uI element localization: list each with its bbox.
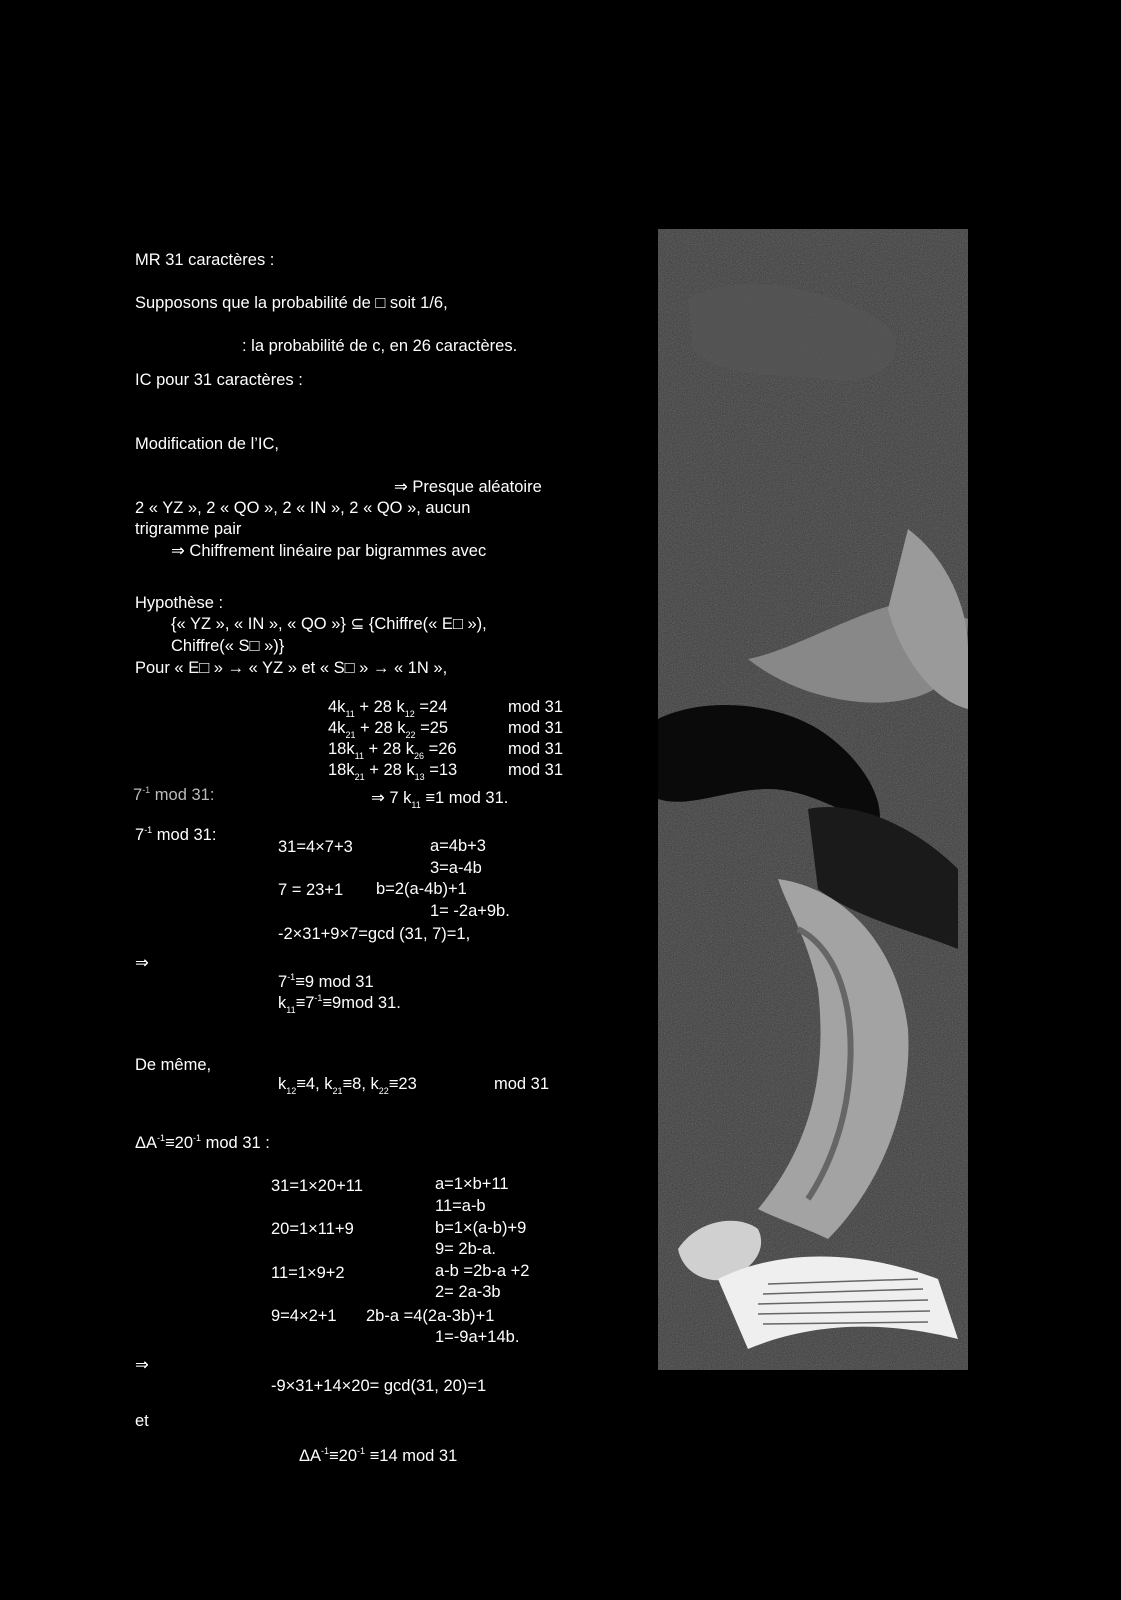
euclid20-r4: 9= 2b-a.	[435, 1240, 497, 1258]
delta-final: $\Delta A^{-1}\equiv 20^{-1} \equiv 14$ mod 31	[299, 1446, 458, 1465]
euclid20-r1: a=1×b+11	[435, 1175, 509, 1193]
seven-k11-result: ⇒ 7 $k_{11} \equiv 1$ mod 31.	[371, 789, 509, 810]
seven-inverse-result: $7^{-1}\equiv 9$ mod 31	[278, 972, 374, 991]
proba-c-line: : la probabilité de c, en 26 caractères.	[242, 337, 518, 355]
hypothese-line: Hypothèse :	[135, 594, 224, 612]
equation-4-mod: mod 31	[508, 761, 564, 779]
equation-3-mod: mod 31	[508, 740, 564, 758]
equation-3: $18k_{11} + 28$ $k_{26} =26$	[328, 740, 457, 761]
euclid7-l3: 7 = 23+1	[278, 881, 344, 899]
euclid20-l3: 20=1×11+9	[271, 1220, 354, 1238]
euclid20-l9: -9×31+14×20= gcd(31, 20)=1	[271, 1377, 487, 1395]
euclid20-r2: 11=a-b	[435, 1197, 486, 1215]
euclid20-l1: 31=1×20+11	[271, 1177, 363, 1195]
euclid20-r7: 2b-a =4(2a-3b)+1	[366, 1307, 495, 1325]
supposons-line: Supposons que la probabilité de □ soit 1/6,	[135, 294, 448, 312]
seven-inverse-label-faded: $7^{-1}$ mod 31:	[133, 785, 215, 804]
keys-mod: mod 31	[494, 1075, 550, 1093]
modif-ic-line: Modification de l’IC,	[135, 435, 279, 453]
chiffre-s-line: Chiffre(« S□ »)}	[171, 637, 285, 655]
euclid7-r1: a=4b+3	[430, 837, 486, 855]
equation-1: $4k_{11} + 28$ $k_{12} =24$	[328, 698, 448, 719]
bigrams-line: 2 « YZ », 2 « QO », 2 « IN », 2 « QO », aucun	[135, 499, 471, 517]
de-meme-line: De même,	[135, 1056, 212, 1074]
set-line: {« YZ », « IN », « QO »} ⊆ {Chiffre(« E□ »),	[171, 615, 487, 633]
implies-arrow-2: ⇒	[135, 1356, 149, 1374]
euclid7-l5: -2×31+9×7=gcd (31, 7)=1,	[278, 925, 471, 943]
equation-2: $4k_{21} + 28$ $k_{22} =25$	[328, 719, 449, 740]
euclid20-r5: a-b =2b-a +2	[435, 1262, 530, 1280]
euclid20-l7: 9=4×2+1	[271, 1307, 337, 1325]
euclid20-r8: 1=-9a+14b.	[435, 1328, 520, 1346]
implies-arrow-1: ⇒	[135, 954, 149, 972]
euclid7-l1: 31=4×7+3	[278, 838, 353, 856]
pour-line: Pour « E□ » → « YZ » et « S□ » → « 1N »,	[135, 659, 448, 677]
seven-inverse-label: $7^{-1}$ mod 31:	[135, 825, 217, 844]
equation-2-mod: mod 31	[508, 719, 564, 737]
euclid20-r3: b=1×(a-b)+9	[435, 1219, 527, 1237]
euclid7-r2: 3=a-4b	[430, 859, 482, 877]
equation-1-mod: mod 31	[508, 698, 564, 716]
equation-4: $18k_{21} + 28$ $k_{13} =13$	[328, 761, 458, 782]
mr-line: MR 31 caractères :	[135, 251, 275, 269]
euclid7-r3: b=2(a-4b)+1	[376, 880, 467, 898]
trigramme-line: trigramme pair	[135, 520, 242, 538]
k11-result: $k_{11}\equiv 7^{-1}\equiv 9mod$ 31.	[278, 993, 401, 1015]
euclid20-r6: 2= 2a-3b	[435, 1283, 501, 1301]
ic31-line: IC pour 31 caractères :	[135, 371, 303, 389]
et-line: et	[135, 1412, 149, 1430]
euclid20-l5: 11=1×9+2	[271, 1264, 345, 1282]
chiffrement-line: ⇒ Chiffrement linéaire par bigrammes avec	[171, 542, 487, 560]
presque-line: ⇒ Presque aléatoire	[394, 478, 542, 496]
euclid7-r4: 1= -2a+9b.	[430, 902, 510, 920]
keys-line: $k_{12}\equiv 4$, $k_{21}\equiv 8$, $k_{22}\equiv 23$	[278, 1075, 417, 1096]
delta-heading: $\Delta A^{-1}\equiv 20^{-1}$ mod 31 :	[135, 1133, 270, 1152]
illustration-panel	[658, 229, 968, 1370]
